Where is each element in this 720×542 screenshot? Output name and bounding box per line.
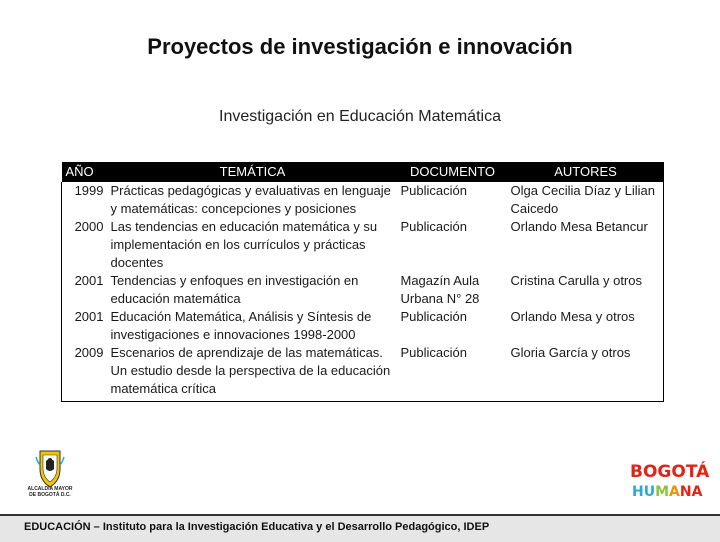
- table-row: [62, 272, 664, 308]
- table-header: [62, 162, 664, 182]
- table-row: [62, 344, 664, 402]
- cell-topic: Prácticas pedagógicas y evaluativas en lenguaje y matemáticas: concepciones y posiciones: [108, 182, 398, 218]
- cell-authors: Gloria García y otros: [508, 344, 664, 402]
- cell-document: Publicación: [398, 182, 508, 218]
- cell-topic: Las tendencias en educación matemática y su implementación en los currículos y prácticas docentes: [108, 218, 398, 272]
- header-document: DOCUMENTO: [398, 162, 508, 182]
- cell-document: Publicación: [398, 344, 508, 402]
- cell-authors: Cristina Carulla y otros: [508, 272, 664, 308]
- footer-text: EDUCACIÓN – Instituto para la Investigación Educativa y el Desarrollo Pedagógico, IDEP: [24, 521, 490, 533]
- research-table: [61, 162, 664, 402]
- header-authors: AUTORES: [508, 162, 664, 182]
- crest-caption: ALCALDÍA MAYOR DE BOGOTÁ D.C.: [27, 486, 73, 498]
- header-year: AÑO: [62, 162, 108, 182]
- cell-authors: Orlando Mesa Betancur: [508, 218, 664, 272]
- header-topic: TEMÁTICA: [108, 162, 398, 182]
- coat-of-arms-icon: [28, 447, 72, 491]
- cell-year: 2001: [62, 272, 108, 308]
- footer-bar: [0, 514, 720, 542]
- cell-authors: Orlando Mesa y otros: [508, 308, 664, 344]
- bogota-humana-logo: [630, 462, 710, 514]
- table-row: [62, 218, 664, 272]
- cell-topic: Escenarios de aprendizaje de las matemáticas. Un estudio desde la perspectiva de la educación matemática crítica: [108, 344, 398, 402]
- table-row: [62, 182, 664, 218]
- cell-authors: Olga Cecilia Díaz y Lilian Caicedo: [508, 182, 664, 218]
- cell-document: Magazín Aula Urbana N° 28: [398, 272, 508, 308]
- slide-title: Proyectos de investigación e innovación: [147, 34, 573, 59]
- slide-subtitle: Investigación en Educación Matemática: [219, 108, 501, 125]
- cell-topic: Educación Matemática, Análisis y Síntesis de investigaciones e innovaciones 1998-2000: [108, 308, 398, 344]
- logo-word-humana: HUMANA: [632, 484, 703, 500]
- cell-year: 2009: [62, 344, 108, 402]
- cell-year: 2000: [62, 218, 108, 272]
- cell-year: 1999: [62, 182, 108, 218]
- cell-document: Publicación: [398, 308, 508, 344]
- table-row: [62, 308, 664, 344]
- logo-word-bogota: BOGOTÁ: [630, 462, 710, 482]
- cell-topic: Tendencias y enfoques en investigación en educación matemática: [108, 272, 398, 308]
- cell-year: 2001: [62, 308, 108, 344]
- cell-document: Publicación: [398, 218, 508, 272]
